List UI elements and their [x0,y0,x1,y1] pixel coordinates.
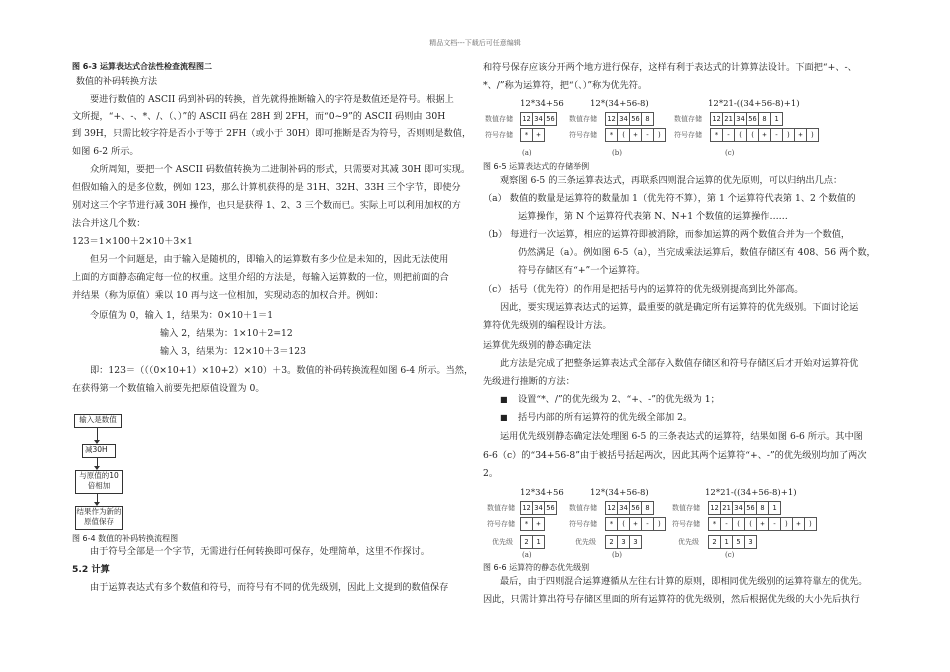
paragraph-line: 此方法是完成了把整条运算表达式全部存入数值存储区和符号存储区后才开始对运算符优 [500,358,859,369]
storage-cell: 56 [747,113,759,125]
fig6-num-cells-b [605,501,654,515]
fig6-pri-label: 优先级 [575,538,596,546]
storage-cell: ( [618,518,630,530]
storage-cell: 5 [733,536,745,548]
fig6-num-cells-c [708,501,781,515]
storage-cell: 56 [546,504,555,512]
paragraph-line: 观察图 6-5 的三条运算表达式，再联系四则混合运算的优先原则，可以归纳出几点： [500,175,843,186]
example-line: 输入 3，结果为：12×10＋3＝123 [160,346,306,357]
example-line: 输入 2，结果为：1×10＋2=12 [160,328,293,339]
storage-cell: 12 [709,502,721,514]
storage-cell: - [771,129,783,141]
fig6-pri-label: 优先级 [678,538,699,546]
storage-cell: + [793,518,805,530]
fig5-sym-cells-c [710,128,819,142]
storage-cell: 8 [757,502,769,514]
fig5-num-cells-a [520,112,557,126]
flow-box-input-numeric: 输入是数值 [74,414,122,428]
section-5-2-title: 5.2 计算 [72,564,110,575]
storage-cell: * [521,518,533,530]
paragraph-line: 6-6（c）的“34+56-8”由于被括号括起两次，因此其两个运算符“+、-”的优先级别均加了两次 [483,450,867,461]
fig5-sym-label: 符号存储 [485,131,513,139]
fig6-pri-label: 优先级 [492,538,513,546]
storage-cell: + [630,518,642,530]
storage-cell: 34 [733,502,745,514]
fig5-sub-a: (a) [522,149,532,157]
storage-cell: 1 [774,115,779,123]
storage-cell: + [630,129,642,141]
fig6-expr-c: 12*21-((34+56-8)+1) [705,488,797,498]
bullet-square-icon: ■ [500,413,508,422]
storage-cell: ) [657,520,662,528]
storage-cell: 12 [521,502,533,514]
fig6-sym-label: 符号存储 [569,520,597,528]
paragraph-line: 上面的方面静态确定每一位的权重。这里介绍的方法是，每输入运算数的一位，则把前面的合 [72,272,449,283]
storage-cell: - [769,518,781,530]
paragraph-line: 由于符号全部是一个字节，无需进行任何转换即可保存，处理简单，这里不作探讨。 [90,546,430,557]
storage-cell: ) [781,518,793,530]
fig5-caption: 图 6-5 运算表达式的存储举例 [483,162,590,171]
storage-cell: ( [735,129,747,141]
storage-cell: 34 [735,113,747,125]
fig6-expr-b: 12*(34+56-8) [590,488,649,498]
fig5-expr-a: 12*34+56 [520,99,564,109]
paragraph-line: *、/”称为运算符，把“（、）”称为优先符。 [483,80,648,91]
paragraph-line: 要进行数值的 ASCII 码到补码的转换，首先就得推断输入的字符是数值还是符号。根据上 [90,94,454,105]
storage-cell: * [606,129,618,141]
fig4-caption: 图 6-4 数值的补码转换流程图 [72,534,179,543]
fig5-sym-cells-b [605,128,666,142]
list-item-c: （c） 括号（优先符）的作用是把括号内的运算符的优先级别提高到比外部高。 [483,284,804,295]
fig6-sub-a: (a) [522,551,532,559]
paragraph-line: 如图 6-2 所示。 [72,146,139,157]
paragraph-line: 但另一个问题是，由于输入是随机的，即输入的运算数有多少位是未知的，因此无法使用 [90,254,449,265]
storage-cell: 34 [618,113,630,125]
fig6-sym-cells-c [708,517,817,531]
storage-cell: + [757,518,769,530]
list-item-b-cont: 仍然满足（a）。例如图 6-5（a），当完成乘法运算后，数值存储区有 408、56 两个数， [518,247,876,258]
storage-cell: 56 [630,502,642,514]
bullet-item: 括号内部的所有运算符的优先级全部加 2。 [518,412,693,423]
paragraph-line: 2。 [483,468,499,479]
fig5-expr-b: 12*(34+56-8) [590,99,649,109]
list-item-a-cont: 运算操作，第 N 个运算符代表第 N、N+1 个数值的运算操作…… [518,211,788,222]
storage-cell: - [723,129,735,141]
list-item-a: （a） 数值的数量是运算符的数量加 1（优先符不算），第 1 个运算符代表第 1、2 个数值的 [483,193,856,204]
paragraph-line: 运用优先级别静态确定法处理图 6-5 的三条表达式的运算符，结果如图 6-6 所示。其中图 [500,431,863,442]
paragraph-line: 即：123＝（（（0×10+1）×10+2）×10）＋3。数值的补码转换流程如图 6-4 所示。当然， [90,365,474,376]
paragraph-line: 并结果（称为原值）乘以 10 再与这一位相加，实现动态的加权合并。例如： [72,290,384,301]
storage-cell: * [521,129,533,141]
storage-cell: 2 [521,536,533,548]
storage-cell: ) [808,520,813,528]
fig6-num-label: 数值存储 [569,504,597,512]
storage-cell: + [795,129,807,141]
storage-cell: 21 [723,113,735,125]
fig6-pri-cells-a [520,535,545,549]
storage-cell: ) [810,131,815,139]
storage-cell: ( [745,518,757,530]
flow-arrow [97,427,98,441]
bullet-item: 设置“*、/”的优先级为 2、“+、-”的优先级为 1； [518,394,720,405]
paragraph-line: 但假如输入的是多位数，例如 123，那么计算机获得的是 31H、32H、33H 三个字节，即使分 [72,182,461,193]
storage-cell: 3 [633,538,638,546]
storage-cell: 56 [546,115,555,123]
storage-cell: ( [618,129,630,141]
storage-cell: 1 [721,536,733,548]
list-item-b-cont: 符号存储区有“+”一个运算符。 [518,265,646,276]
fig5-num-label: 数值存储 [569,115,597,123]
list-item-b: （b） 每进行一次运算，相应的运算符即被消除，而参加运算的两个数值合并为一个数值， [483,229,851,240]
storage-cell: + [759,129,771,141]
paragraph-line: 由于运算表达式有多个数值和符号，而符号有不同的优先级别，因此上文提到的数值保存 [90,582,449,593]
fig6-sym-label: 符号存储 [672,520,700,528]
fig6-caption: 图 6-6 运算符的静态优先级别 [483,563,590,572]
fig6-sym-cells-b [605,517,666,531]
storage-cell: 12 [521,113,533,125]
fig3-caption: 图 6-3 运算表达式合法性检查流程图二 [72,62,213,71]
fig6-sym-cells-a [520,517,545,531]
storage-cell: 34 [533,113,545,125]
storage-cell: 3 [618,536,630,548]
storage-cell: + [536,520,541,528]
fig6-num-label: 数值存储 [487,504,515,512]
storage-cell: ) [657,131,662,139]
flow-box-save-result: 结果作为新的原值保存 [75,506,123,530]
storage-cell: 12 [606,502,618,514]
storage-cell: 8 [759,113,771,125]
fig6-sym-label: 符号存储 [487,520,515,528]
storage-cell: - [642,129,654,141]
formula-line: 123＝1×100＋2×10＋3×1 [72,236,193,247]
storage-cell: 21 [721,502,733,514]
storage-cell: ( [733,518,745,530]
paragraph-line: 众所周知，要把一个 ASCII 码数值转换为二进制补码的形式，只需要对其减 30H 即可实现。 [90,164,471,175]
storage-cell: 3 [748,538,753,546]
storage-cell: 1 [772,504,777,512]
paragraph-line: 文所提，“+、-、*、/、（、）”的 ASCII 码在 28H 到 2FH，而“0~9”的 ASCII 码则由 30H [72,111,446,122]
fig5-sub-c: (c) [725,149,735,157]
storage-cell: 8 [645,115,650,123]
section-title-complement: 数值的补码转换方法 [76,77,158,87]
fig6-num-cells-a [520,501,557,515]
fig5-num-cells-c [710,112,783,126]
paragraph-line: 法合并这几个数： [72,218,146,229]
fig6-pri-cells-c [708,535,757,549]
section-title-static-priority: 运算优先级别的静态确定法 [483,341,592,351]
storage-cell: 56 [745,502,757,514]
example-line: 令原值为 0，输入 1，结果为：0×10＋1＝1 [90,310,274,321]
fig6-sub-b: (b) [612,551,622,559]
storage-cell: 12 [711,113,723,125]
storage-cell: 8 [645,504,650,512]
flow-box-sub30h: 减30H [82,444,116,458]
fig5-sym-label: 符号存储 [569,131,597,139]
fig6-pri-cells-b [605,535,642,549]
storage-cell: 12 [606,113,618,125]
storage-cell: 2 [606,536,618,548]
storage-cell: - [721,518,733,530]
fig5-num-label: 数值存储 [674,115,702,123]
paragraph-line: 别对这三个字节进行减 30H 操作，也只是获得 1、2、3 三个数而已。实际上可以利用加权的方 [72,200,461,211]
storage-cell: 2 [709,536,721,548]
paragraph-line: 和符号保存应该分开两个地方进行保存，这样有利于表达式的计算算法设计。下面把“+、-、 [483,62,857,73]
storage-cell: 34 [533,502,545,514]
fig5-num-cells-b [605,112,654,126]
paragraph-line: 先级进行推断的方法： [483,376,575,387]
fig5-sym-cells-a [520,128,545,142]
fig6-expr-a: 12*34+56 [520,488,564,498]
paragraph-line: 因此，只需计算出符号存储区里面的所有运算符的优先级别，然后根据优先级的大小先后执行 [483,594,860,605]
fig5-expr-c: 12*21-((34+56-8)+1) [708,99,800,109]
fig6-num-label: 数值存储 [672,504,700,512]
page-header: 精品文档---下载后可任意编辑 [429,39,521,47]
storage-cell: + [536,131,541,139]
storage-cell: 1 [536,538,541,546]
paragraph-line: 因此，要实现运算表达式的运算，最重要的就是确定所有运算符的优先级别。下面讨论运 [500,302,859,313]
flow-box-add-weighted: 与原值的10倍相加 [75,470,123,494]
storage-cell: 34 [618,502,630,514]
bullet-square-icon: ■ [500,395,508,404]
storage-cell: ( [747,129,759,141]
paragraph-line: 在获得第一个数值输入前要先把原值设置为 0。 [72,383,265,394]
paragraph-line: 到 39H，只需比较字符是否小于等于 2FH（或小于 30H）即可推断是否为符号，否则则是数值， [72,128,472,139]
fig6-sub-c: (c) [725,551,735,559]
storage-cell: 56 [630,113,642,125]
storage-cell: - [642,518,654,530]
flow-arrow [97,457,98,467]
fig5-sub-b: (b) [612,149,622,157]
storage-cell: * [711,129,723,141]
storage-cell: * [709,518,721,530]
paragraph-line: 算符优先级别的编程设计方法。 [483,320,612,331]
storage-cell: ) [783,129,795,141]
paragraph-line: 最后，由于四则混合运算遵循从左往右计算的原则，即相同优先级别的运算符靠左的优先。 [500,576,868,587]
fig5-sym-label: 符号存储 [674,131,702,139]
flow-arrow [97,493,98,503]
storage-cell: * [606,518,618,530]
fig5-num-label: 数值存储 [485,115,513,123]
